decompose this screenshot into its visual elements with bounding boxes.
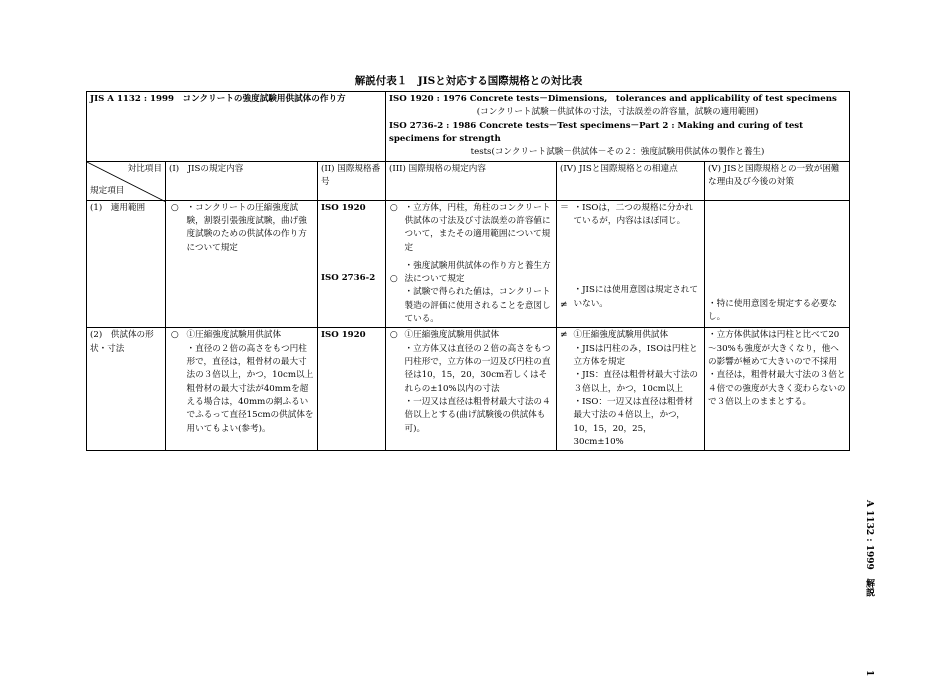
row1-iso-marks bbox=[386, 200, 402, 328]
iso2736-title: ISO 2736-2 : 1986 Concrete tests－Test specimens－Part 2 : Making and curing of test specimens for strength bbox=[389, 120, 804, 144]
comparison-table bbox=[86, 91, 850, 451]
row2-diff-text-3: ・ISO：一辺又は直径は粗骨材最大寸法の４倍以上，かつ，10，15，20，25，30cm±10% bbox=[573, 396, 693, 447]
row2-diff-mark: ≠ bbox=[557, 328, 571, 451]
row2-iso-head: ①圧縮強度試験用供試体 bbox=[404, 330, 500, 341]
col4-header: (IV) JISと国際規格との相違点 bbox=[557, 161, 705, 200]
row1-iso-no-2: ISO 2736-2 bbox=[321, 272, 376, 283]
row2-jis-text-2: 粗骨材の最大寸法が40mmを超える場合は，40mmの網ふるいでふるって直径15cmの供試体を用いてもよい(参考)。 bbox=[186, 383, 314, 434]
row1-diff-marks bbox=[557, 200, 571, 328]
row1-iso-text-2b: ・試験で得られた値は，コンクリート製造の評価に使用されることを意図している。 bbox=[404, 287, 551, 325]
row1-jis-mark: ○ bbox=[166, 200, 184, 328]
row1-reason-text: ・特に使用意図を規定する必要なし。 bbox=[708, 298, 837, 322]
jis-standard-label: JIS A 1132 : 1999 コンクリートの強度試験用供試体の作り方 bbox=[90, 94, 346, 104]
row2-iso-no: ISO 1920 bbox=[318, 328, 386, 451]
side-standard-label: A 1132 : 1999 解説 bbox=[864, 500, 874, 597]
row2-diff-head: ①圧縮強度試験用供試体 bbox=[573, 330, 669, 341]
page-number: 1 bbox=[864, 669, 874, 676]
row2-jis-head: ①圧縮強度試験用供試体 bbox=[186, 330, 282, 341]
row2-diff-text bbox=[571, 328, 705, 451]
row2-iso-mark: ○ bbox=[386, 328, 402, 451]
row2-diff-text-2: ・JIS：直径は粗骨材最大寸法の３倍以上，かつ，10cm以上 bbox=[573, 370, 698, 394]
iso2736-title-ja: tests(コンクリート試験－供試体－その２：強度試験用供試体の製作と養生) bbox=[470, 147, 765, 158]
row1-jis-text: ・コンクリートの圧縮強度試験，割裂引張強度試験，曲げ強度試験のための供試体の作り方について規定 bbox=[184, 200, 318, 328]
row1-iso-mark-2: ○ bbox=[389, 273, 398, 284]
iso1920-title-ja: (コンクリート試験－供試体の寸法，寸法誤差の許容量，試験の適用範囲) bbox=[476, 107, 759, 118]
page-title: 解説付表１ JISと対応する国際規格との対比表 bbox=[354, 75, 583, 87]
row2-diff-text-1: ・JISは円柱のみ，ISOは円柱と立方体を規定 bbox=[573, 343, 698, 367]
row1-iso-text bbox=[402, 200, 557, 328]
row2-iso-text-1: ・立方体又は直径の２倍の高さをもつ円柱形で，立方体の一辺及び円柱の直径は10，15，20，30cm若しくはそれらの±10%以内の寸法 bbox=[404, 343, 551, 394]
row2-reason bbox=[705, 328, 850, 451]
row1-item: (1) 適用範囲 bbox=[87, 200, 166, 328]
row2-jis-mark: ○ bbox=[166, 328, 184, 451]
iso1920-title: ISO 1920 : 1976 Concrete tests－Dimensions, tolerances and applicability of test specimens bbox=[389, 94, 837, 104]
row2-item: (2) 供試体の形状・寸法 bbox=[87, 328, 166, 451]
row2-reason-2: ・直径は，粗骨材最大寸法の３倍と４倍での強度が大きく変わらないので３倍以上のままとする。 bbox=[708, 370, 846, 407]
row2-jis-text bbox=[184, 328, 318, 451]
diagonal-header-cell bbox=[87, 161, 166, 200]
col1-header: (I) JISの規定内容 bbox=[166, 161, 318, 200]
row1-iso-text-1: ・立方体，円柱，角柱のコンクリート供試体の寸法及び寸法誤差の許容値について，またその適用範囲について規定 bbox=[404, 202, 551, 253]
row1-diff-mark-1: ＝ bbox=[560, 202, 570, 213]
row1-diff-text-1: ・ISOは，二つの規格に分かれているが，内容はほぼ同じ。 bbox=[573, 202, 693, 226]
col2-header: (II) 国際規格番号 bbox=[318, 161, 386, 200]
header-row-standards bbox=[87, 92, 850, 162]
col3-header: (III) 国際規格の規定内容 bbox=[386, 161, 557, 200]
row1-reason bbox=[705, 200, 850, 328]
diag-top-label: 対比項目 bbox=[127, 163, 162, 174]
row1-iso-text-2a: ・強度試験用供試体の作り方と養生方法について規定 bbox=[404, 260, 551, 285]
side-footer bbox=[862, 500, 876, 676]
row2-jis-text-1: ・直径の２倍の高さをもつ円柱形で，直径は，粗骨材の最大寸法の３倍以上，かつ，10cm以上 bbox=[186, 343, 314, 381]
row1-iso-mark-1: ○ bbox=[389, 202, 398, 213]
col5-header: (V) JISと国際規格との一致が困難な理由及び今後の対策 bbox=[705, 161, 850, 200]
iso-standards-cell bbox=[386, 92, 850, 162]
row1-diff-text bbox=[571, 200, 705, 328]
row1-iso-no-1: ISO 1920 bbox=[321, 202, 366, 213]
jis-standard-cell bbox=[87, 92, 386, 162]
table-row bbox=[87, 328, 850, 451]
row2-reason-1: ・立方体供試体は円柱と比べて20～30%も強度が大きくなり，他への影響が極めて大きいので不採用 bbox=[708, 330, 840, 367]
table-row bbox=[87, 200, 850, 328]
row2-iso-text bbox=[402, 328, 557, 451]
row1-diff-text-2: ・JISには使用意図は規定されていない。 bbox=[573, 285, 698, 309]
row1-iso-numbers bbox=[318, 200, 386, 328]
row1-diff-mark-2: ≠ bbox=[560, 299, 568, 310]
header-row-columns bbox=[87, 161, 850, 200]
row2-iso-text-2: ・一辺又は直径は粗骨材最大寸法の４倍以上とする(曲げ試験後の供試体も可)。 bbox=[404, 396, 551, 434]
diag-bottom-label: 規定項目 bbox=[90, 186, 125, 197]
